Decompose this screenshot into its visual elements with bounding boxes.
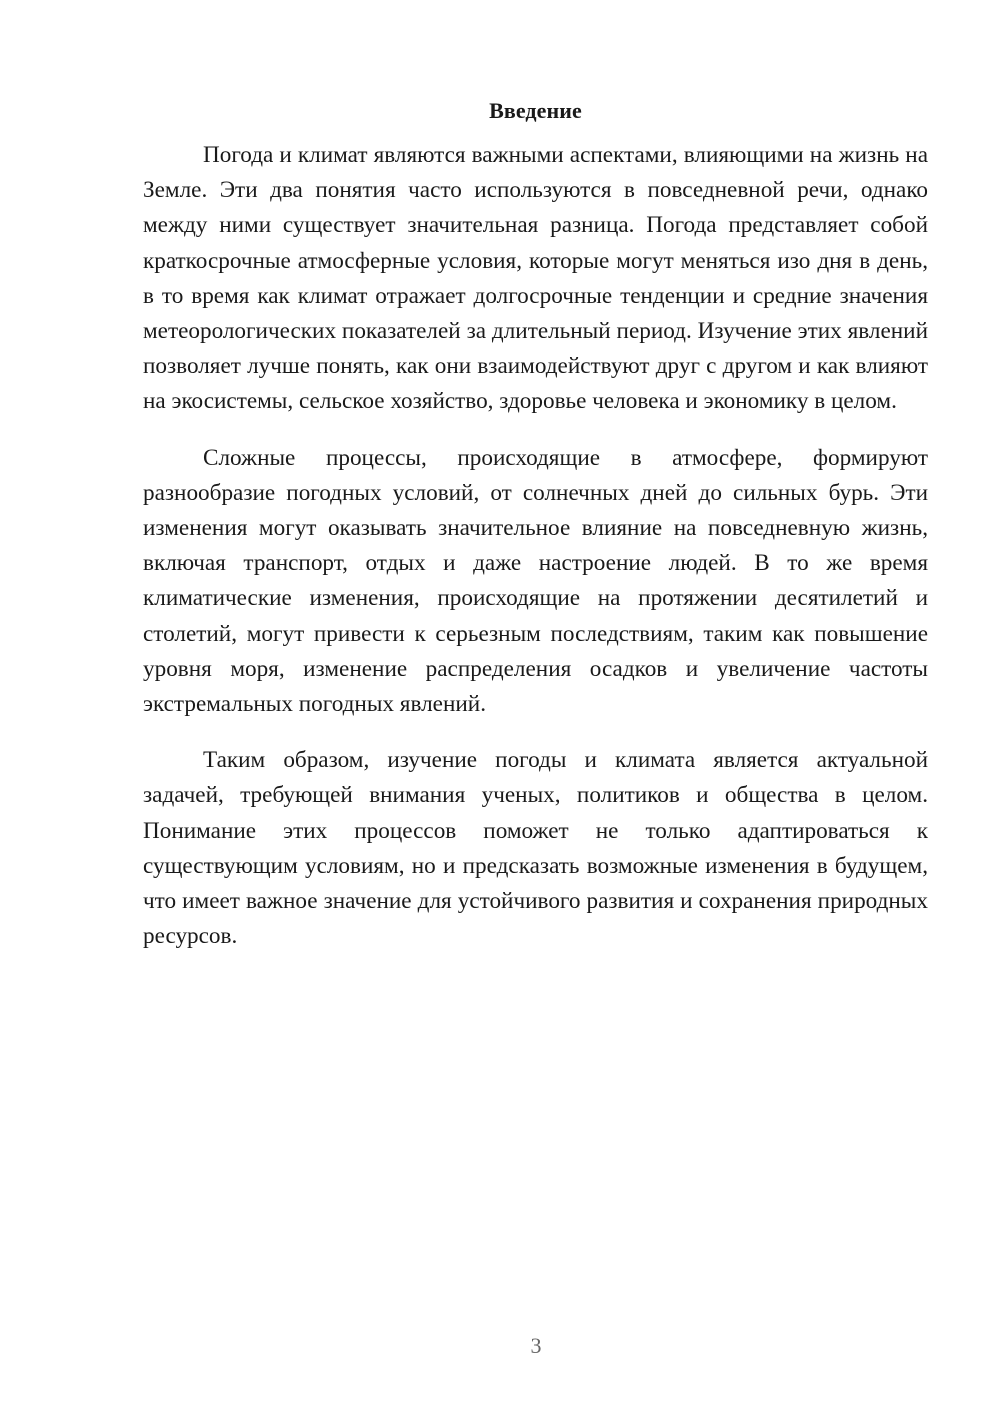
- page-number: 3: [530, 1333, 542, 1358]
- page-content: [143, 96, 928, 975]
- paragraph-2: Сложные процессы, происходящие в атмосфере, формируют разнообразие погодных условий, от солнечных дней до сильных бурь. Эти изменения могут оказывать значительное влияние на повседневную жизнь, включая транспорт, отдых и даже настроение людей. В то же время климатические изменения, происходящие на протяжении десятилетий и столетий, могут привести к серьезным последствиям, таким как повышение уровня моря, изменение распределения осадков и увеличение частоты экстремальных погодных явлений.: [143, 444, 928, 718]
- paragraph-3: Таким образом, изучение погоды и климата является актуальной задачей, требующей внимания ученых, политиков и общества в целом. Понимание этих процессов поможет не только адаптироваться к существующим условиям, но и предсказать возможные изменения в будущем, что имеет важное значение для устойчивого развития и сохранения природных ресурсов.: [143, 747, 928, 950]
- paragraph-1: Погода и климат являются важными аспектами, влияющими на жизнь на Земле. Эти два понятия часто используются в повседневной речи, однако между ними существует значительная разница. Погода представляет собой краткосрочные атмосферные условия, которые могут меняться изо дня в день, в то время как климат отражает долгосрочные тенденции и средние значения метеорологических показателей за длительный период. Изучение этих явлений позволяет лучше понять, как они взаимодействуют друг с другом и как влияют на экосистемы, сельское хозяйство, здоровье человека и экономику в целом.: [143, 142, 928, 415]
- section-title: Введение: [489, 98, 582, 123]
